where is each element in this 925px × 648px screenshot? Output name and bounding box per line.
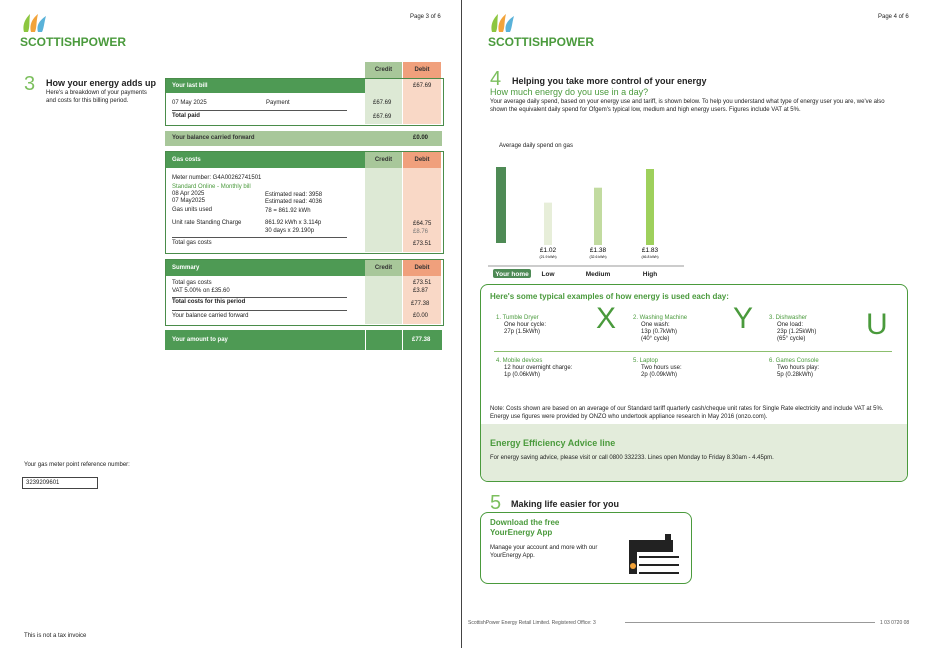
example-detail: 2p (0.09kWh) (641, 372, 678, 378)
chart-bar (496, 167, 506, 243)
example-detail: Two hours play: (777, 365, 820, 371)
meter-number: Meter number: G4A00262741501 (172, 175, 262, 181)
summary-balance-value: £0.00 (413, 313, 429, 319)
total-paid-credit: £67.69 (373, 114, 392, 120)
example-detail: Two hours use: (641, 365, 682, 371)
section-4-title: Helping you take more control of your energy (512, 76, 707, 86)
period-end: 07 May2025 (172, 198, 206, 204)
balance-forward-debit: £0.00 (413, 135, 429, 141)
section-number: 3 (24, 73, 36, 95)
advice-text: For energy saving advice, please visit or call 0800 332233. Lines open Monday to Friday 8.30am - 4.45pm. (490, 455, 774, 461)
balance-forward-label: Your balance carried forward (165, 131, 442, 146)
example-item (769, 315, 816, 343)
footer-code: 1 03 0720 08 (880, 620, 910, 626)
chart-category-label: Medium (585, 271, 611, 278)
example-title: 3. Dishwasher (769, 315, 808, 321)
column-separator (402, 330, 403, 350)
payment-credit: £67.69 (373, 100, 392, 106)
unit-rate: 861.92 kWh x 3.114p (265, 220, 322, 226)
period-total-label: Total costs for this period (172, 299, 246, 305)
divider-line (172, 110, 347, 111)
period-start: 08 Apr 2025 (172, 191, 205, 197)
units-used: 78 = 861.92 kWh (265, 208, 311, 214)
advice-title: Energy Efficiency Advice line (490, 438, 616, 448)
debit-header: Debit (403, 152, 441, 168)
chart-value-label: £1.02 (539, 247, 557, 254)
logo (20, 12, 126, 49)
example-detail: 27p (1.5kWh) (504, 329, 541, 335)
chart-sub-label: (46.8 kWh) (641, 255, 659, 259)
app-title-1: Download the free (490, 518, 560, 527)
timeline-line (494, 351, 892, 352)
chart-value-label: £1.83 (641, 247, 659, 254)
tariff-name: Standard Online - Monthly bill (172, 184, 251, 190)
example-detail: 1p (0.06kWh) (504, 372, 541, 378)
chart-sub-label: (21.9 kWh) (539, 255, 557, 259)
example-detail: One hour cycle: (504, 322, 547, 328)
example-detail: 12 hour overnight charge: (504, 365, 573, 371)
example-title: 4. Mobile devices (496, 358, 543, 364)
example-item (769, 358, 819, 379)
debit-header: Debit (403, 260, 441, 276)
summary-vat-value: £3.87 (413, 288, 429, 294)
last-bill-debit: £67.69 (413, 83, 432, 89)
examples-panel (480, 284, 908, 482)
page-number: Page 4 of 6 (878, 14, 909, 20)
footer-note: This is not a tax invoice (24, 633, 87, 639)
example-detail: (40° cycle) (641, 336, 670, 342)
chart-bar (646, 169, 654, 245)
section-4-number: 4 (490, 68, 502, 90)
chart-sub-label: (32.6 kWh) (589, 255, 607, 259)
logo-text: SCOTTISHPOWER (488, 35, 595, 49)
footer-company: ScottishPower Energy Retail Limited. Registered Office: 3 (468, 620, 596, 626)
section-title: How your energy adds up (46, 78, 157, 88)
examples-title: Here's some typical examples of how energy is used each day: (490, 292, 729, 301)
estimated-read-1: Estimated read: 3958 (265, 192, 323, 198)
standing-charge: 30 days x 29.190p (265, 228, 315, 234)
section-4-description: Your average daily spend, based on your energy use and tariff, is shown below. To help you understand what type of energy user you are, we've also shown the equivalent daily spend for Ofgem's typical low, medium and high energy users. Figures include VAT at 5%. (490, 99, 885, 113)
summary-gas-label: Total gas costs (172, 280, 212, 286)
summary-balance-label: Your balance carried forward (172, 313, 249, 319)
example-title: 2. Washing Machine (633, 315, 688, 321)
phone-illustration-icon (625, 532, 685, 577)
chart-category-label: High (642, 271, 658, 278)
section-5-number: 5 (490, 492, 502, 514)
example-item (633, 358, 682, 379)
section-4-subtitle: How much energy do you use in a day? (490, 87, 649, 97)
note-text: Note: Costs shown are based on an average of our Standard tariff quarterly cash/cheque unit rates for Single Rate electricity and include VAT at 5%. Energy use figures were provided by ONZO who undertook appliance research in May 2016 (onzo.com). (490, 406, 884, 420)
example-detail: One load: (777, 322, 804, 328)
summary-title: Summary (166, 260, 365, 276)
logo-flame-icon (488, 12, 518, 34)
total-gas-label: Total gas costs (172, 240, 212, 246)
example-item (633, 315, 687, 343)
chart-title: Average daily spend on gas (499, 143, 573, 149)
summary-gas-value: £73.51 (413, 280, 432, 286)
example-detail: 23p (1.25kWh) (777, 329, 817, 335)
column-separator (365, 330, 366, 350)
chart-bar (594, 188, 602, 245)
chart-value-label: £1.38 (589, 247, 607, 254)
example-title: 1. Tumble Dryer (496, 315, 539, 321)
amount-to-pay-value: £77.38 (412, 337, 431, 343)
section-description: Here's a breakdown of your payments and costs for this billing period. (46, 90, 147, 104)
meter-ref-field: 3239209601 (22, 477, 98, 489)
payment-date: 07 May 2025 (172, 100, 207, 106)
summary-vat-label: VAT 5.00% on £35.60 (172, 288, 230, 294)
app-description: Manage your account and more with our YourEnergy App. (490, 545, 598, 559)
standing-charge-amount: £8.76 (413, 229, 429, 235)
divider-line (172, 237, 347, 238)
total-gas-amount: £73.51 (413, 241, 432, 247)
rate-label: Unit rate Standing Charge (172, 220, 242, 226)
advice-band (481, 424, 907, 481)
example-detail: One wash: (641, 322, 670, 328)
gas-costs-title: Gas costs (166, 152, 365, 168)
chart-category-label: Your home (495, 271, 529, 278)
letter-y: Y (733, 302, 754, 335)
example-detail: 13p (0.7kWh) (641, 329, 678, 335)
amount-to-pay-label: Your amount to pay (165, 330, 442, 350)
units-label: Gas units used (172, 207, 213, 213)
logo (488, 12, 594, 49)
daily-spend-chart (488, 150, 688, 280)
logo-flame-icon (20, 12, 50, 34)
payment-label: Payment (266, 100, 290, 106)
letter-x: X (596, 302, 617, 335)
example-detail: 5p (0.28kWh) (777, 372, 814, 378)
example-detail: (65° cycle) (777, 336, 806, 342)
chart-category-label: Low (541, 271, 555, 278)
divider-line (172, 310, 347, 311)
meter-ref-label: Your gas meter point reference number: (24, 462, 130, 468)
footer-rule (625, 622, 875, 623)
credit-header: Credit (365, 152, 402, 168)
credit-header: Credit (365, 62, 402, 78)
total-paid-label: Total paid (172, 113, 200, 119)
example-item (496, 358, 572, 379)
logo-text: SCOTTISHPOWER (20, 35, 127, 49)
chart-bar (544, 203, 552, 245)
period-total-value: £77.38 (411, 301, 430, 307)
example-title: 6. Games Console (769, 358, 819, 364)
page-divider (461, 0, 462, 648)
example-item (496, 315, 546, 336)
last-bill-label: Your last bill (166, 79, 365, 93)
debit-header: Debit (403, 62, 441, 78)
example-title: 5. Laptop (633, 358, 659, 364)
credit-header: Credit (365, 260, 402, 276)
unit-rate-amount: £64.75 (413, 221, 432, 227)
app-title-2: YourEnergy App (490, 528, 553, 537)
divider-line (172, 297, 347, 298)
section-5-title: Making life easier for you (511, 499, 620, 509)
estimated-read-2: Estimated read: 4036 (265, 199, 323, 205)
letter-u: U (866, 308, 888, 341)
page-number: Page 3 of 6 (410, 14, 441, 20)
